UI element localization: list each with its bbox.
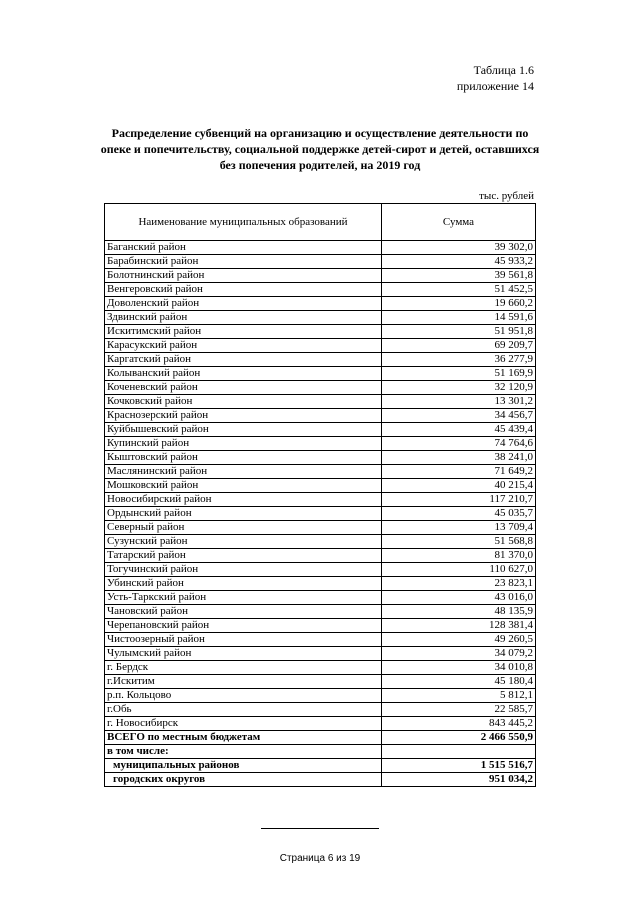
amount-cell: 45 439,4 xyxy=(382,423,536,437)
municipality-name: Черепановский район xyxy=(105,619,382,633)
table-row xyxy=(105,619,536,633)
amount-cell: 843 445,2 xyxy=(382,717,536,731)
amount-cell: 34 079,2 xyxy=(382,647,536,661)
amount-cell: 45 180,4 xyxy=(382,675,536,689)
municipality-name: Чулымский район xyxy=(105,647,382,661)
table-header-row xyxy=(105,204,536,241)
municipality-name: Усть-Таркский район xyxy=(105,591,382,605)
appendix-label: приложение 14 xyxy=(456,79,534,93)
total-row xyxy=(105,731,536,745)
municipality-name: Убинский район xyxy=(105,577,382,591)
municipality-name: Доволенский район xyxy=(105,297,382,311)
column-header-name: Наименование муниципальных образований xyxy=(105,204,382,241)
municipality-name: г. Новосибирск xyxy=(105,717,382,731)
table-row xyxy=(105,549,536,563)
municipality-name: Татарский район xyxy=(105,549,382,563)
amount-cell: 81 370,0 xyxy=(382,549,536,563)
amount-cell: 2 466 550,9 xyxy=(382,731,536,745)
amount-cell: 22 585,7 xyxy=(382,703,536,717)
including-row xyxy=(105,745,536,759)
table-number-label: Таблица 1.6 xyxy=(473,63,534,77)
subvention-table xyxy=(104,203,536,787)
table-row xyxy=(105,563,536,577)
table-row xyxy=(105,409,536,423)
footer-divider xyxy=(261,828,379,829)
municipality-name: Мошковский район xyxy=(105,479,382,493)
table-row xyxy=(105,647,536,661)
table-row xyxy=(105,353,536,367)
table-row xyxy=(105,493,536,507)
amount-cell: 5 812,1 xyxy=(382,689,536,703)
table-row xyxy=(105,367,536,381)
table-row xyxy=(105,479,536,493)
amount-cell: 23 823,1 xyxy=(382,577,536,591)
amount-cell: 40 215,4 xyxy=(382,479,536,493)
municipality-name: г.Обь xyxy=(105,703,382,717)
table-row xyxy=(105,703,536,717)
municipality-name: муниципальных районов xyxy=(105,759,382,773)
amount-cell: 45 035,7 xyxy=(382,507,536,521)
amount-cell: 14 591,6 xyxy=(382,311,536,325)
table-row xyxy=(105,269,536,283)
municipality-name: Кочковский район xyxy=(105,395,382,409)
amount-cell: 51 452,5 xyxy=(382,283,536,297)
table-row xyxy=(105,311,536,325)
table-row xyxy=(105,577,536,591)
amount-cell xyxy=(382,745,536,759)
municipality-name: р.п. Кольцово xyxy=(105,689,382,703)
amount-cell: 1 515 516,7 xyxy=(382,759,536,773)
amount-cell: 110 627,0 xyxy=(382,563,536,577)
municipality-name: Чистоозерный район xyxy=(105,633,382,647)
amount-cell: 39 561,8 xyxy=(382,269,536,283)
column-header-sum: Сумма xyxy=(382,204,536,241)
table-row xyxy=(105,381,536,395)
units-label: тыс. рублей xyxy=(479,190,534,202)
amount-cell: 38 241,0 xyxy=(382,451,536,465)
table-row xyxy=(105,423,536,437)
municipality-name: Колыванский район xyxy=(105,367,382,381)
municipality-name: г. Бердск xyxy=(105,661,382,675)
municipality-name: Коченевский район xyxy=(105,381,382,395)
table-row xyxy=(105,339,536,353)
table-row xyxy=(105,521,536,535)
amount-cell: 51 169,9 xyxy=(382,367,536,381)
table-row xyxy=(105,283,536,297)
table-row xyxy=(105,535,536,549)
amount-cell: 43 016,0 xyxy=(382,591,536,605)
municipality-name: Барабинский район xyxy=(105,255,382,269)
table-row xyxy=(105,395,536,409)
amount-cell: 951 034,2 xyxy=(382,773,536,787)
municipality-name: Ордынский район xyxy=(105,507,382,521)
municipality-name: Купинский район xyxy=(105,437,382,451)
table-row xyxy=(105,661,536,675)
amount-cell: 34 010,8 xyxy=(382,661,536,675)
municipality-name: ВСЕГО по местным бюджетам xyxy=(105,731,382,745)
amount-cell: 34 456,7 xyxy=(382,409,536,423)
amount-cell: 36 277,9 xyxy=(382,353,536,367)
table-row xyxy=(105,465,536,479)
municipality-name: Искитимский район xyxy=(105,325,382,339)
table-row xyxy=(105,297,536,311)
amount-cell: 45 933,2 xyxy=(382,255,536,269)
municipality-name: Чановский район xyxy=(105,605,382,619)
municipality-name: Кыштовский район xyxy=(105,451,382,465)
amount-cell: 128 381,4 xyxy=(382,619,536,633)
table-row xyxy=(105,507,536,521)
amount-cell: 51 568,8 xyxy=(382,535,536,549)
municipality-name: Новосибирский район xyxy=(105,493,382,507)
amount-cell: 71 649,2 xyxy=(382,465,536,479)
table-row xyxy=(105,451,536,465)
table-row xyxy=(105,437,536,451)
amount-cell: 32 120,9 xyxy=(382,381,536,395)
amount-cell: 49 260,5 xyxy=(382,633,536,647)
amount-cell: 13 709,4 xyxy=(382,521,536,535)
amount-cell: 117 210,7 xyxy=(382,493,536,507)
municipality-name: Здвинский район xyxy=(105,311,382,325)
amount-cell: 39 302,0 xyxy=(382,241,536,255)
document-title: Распределение субвенций на организацию и осуществление деятельности по опеке и попечительству, социальной поддержке детей-сирот и детей, оставшихся без попечения родителей, на 2019 год xyxy=(100,126,540,172)
subtotal-row xyxy=(105,759,536,773)
table-row xyxy=(105,717,536,731)
table-row xyxy=(105,241,536,255)
table-row xyxy=(105,591,536,605)
municipality-name: городских округов xyxy=(105,773,382,787)
municipality-name: Краснозерский район xyxy=(105,409,382,423)
amount-cell: 13 301,2 xyxy=(382,395,536,409)
page-number: Страница 6 из 19 xyxy=(279,853,361,864)
amount-cell: 74 764,6 xyxy=(382,437,536,451)
municipality-name: Северный район xyxy=(105,521,382,535)
amount-cell: 51 951,8 xyxy=(382,325,536,339)
table-row xyxy=(105,633,536,647)
table-row xyxy=(105,689,536,703)
subtotal-row xyxy=(105,773,536,787)
table-row xyxy=(105,325,536,339)
municipality-name: Тогучинский район xyxy=(105,563,382,577)
municipality-name: Баганский район xyxy=(105,241,382,255)
amount-cell: 48 135,9 xyxy=(382,605,536,619)
amount-cell: 19 660,2 xyxy=(382,297,536,311)
municipality-name: в том числе: xyxy=(105,745,382,759)
municipality-name: г.Искитим xyxy=(105,675,382,689)
municipality-name: Венгеровский район xyxy=(105,283,382,297)
municipality-name: Болотнинский район xyxy=(105,269,382,283)
municipality-name: Сузунский район xyxy=(105,535,382,549)
municipality-name: Маслянинский район xyxy=(105,465,382,479)
municipality-name: Карасукский район xyxy=(105,339,382,353)
amount-cell: 69 209,7 xyxy=(382,339,536,353)
table-row xyxy=(105,605,536,619)
municipality-name: Куйбышевский район xyxy=(105,423,382,437)
table-body xyxy=(105,241,536,787)
table-row xyxy=(105,675,536,689)
table-row xyxy=(105,255,536,269)
municipality-name: Каргатский район xyxy=(105,353,382,367)
